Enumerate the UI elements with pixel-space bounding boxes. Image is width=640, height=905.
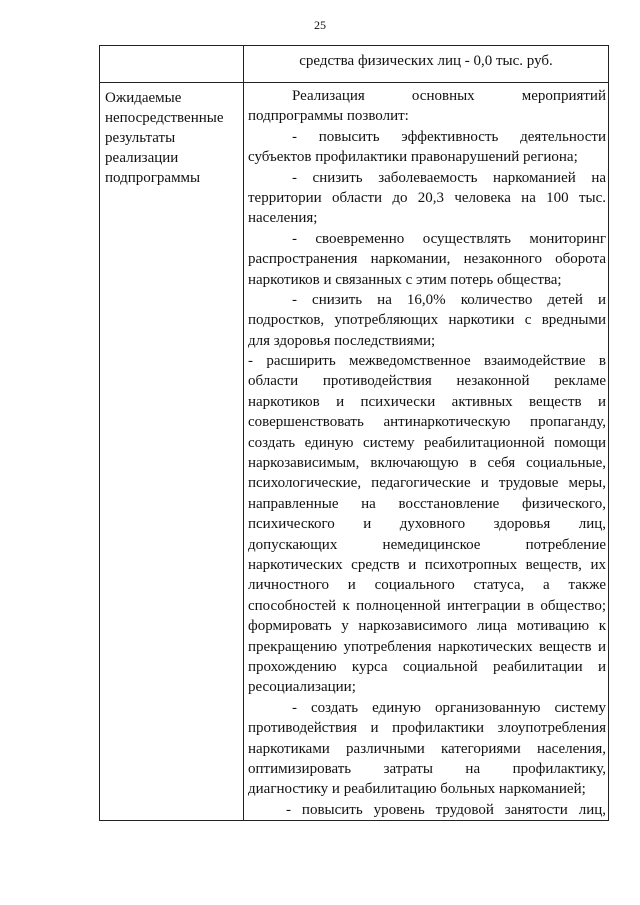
text-line: распространения наркомании, незаконного оборота <box>248 251 606 268</box>
text-line: ресоциализации; <box>248 679 356 696</box>
expected-results-label-cell <box>100 83 244 821</box>
label-line: Ожидаемые <box>105 90 182 106</box>
text-line: психического и духовного здоровья лиц, <box>248 516 606 533</box>
page-number: 25 <box>314 18 326 32</box>
text-line: - снизить на 16,0% количество детей и <box>292 291 606 308</box>
text-line: наркотиков и психически активных веществ и <box>248 393 606 410</box>
label-line: подпрограммы <box>105 170 201 186</box>
text-line: территории области до 20,3 человека на 100 тыс. <box>248 189 606 206</box>
row1-right-cell: средства физических лиц - 0,0 тыс. руб. <box>244 46 609 83</box>
text-line: способностей к полноценной интеграции в общество; <box>248 597 606 614</box>
text-line: населения; <box>248 210 318 227</box>
text-line: противодействия и профилактики злоупотребления <box>248 720 606 737</box>
text-line: наркотиков и связанных с этим потерь общества; <box>248 271 562 288</box>
text-line: - снизить заболеваемость наркоманией на <box>292 169 606 186</box>
text-line: подростков, употребляющих наркотики с вредными <box>248 312 606 329</box>
text-line: наркозависимым, включающую в себя социальные, <box>248 455 606 472</box>
expected-results-text-cell <box>244 83 609 821</box>
label-line: непосредственные <box>105 110 224 126</box>
text-line: совершенствовать антинаркотическую пропаганду, <box>248 414 606 431</box>
text-line: направленные на восстановление физического, <box>248 495 606 512</box>
label-line: реализации <box>105 150 179 166</box>
text-line: - расширить межведомственное взаимодействие в <box>248 353 606 370</box>
text-line: - повысить эффективность деятельности <box>292 128 606 145</box>
text-line: - повысить уровень трудовой занятости лиц, <box>286 801 606 818</box>
table-row-funding <box>100 46 609 83</box>
text-line: наркотических средств и психотропных веществ, их <box>248 556 606 573</box>
text-line: наркотиками различными категориями населения, <box>248 740 606 757</box>
text-line: создать единую систему реабилитационной помощи <box>248 434 606 451</box>
text-line: личностного и социального статуса, а также <box>248 577 606 594</box>
text-line: - создать единую организованную систему <box>292 699 606 716</box>
text-line: прохождению курса социальной реабилитации и <box>248 658 606 675</box>
text-line: подпрограммы позволит: <box>248 108 409 125</box>
text-line: Реализация основных мероприятий <box>292 88 606 104</box>
text-line: допускающих немедицинское потребление <box>248 536 606 553</box>
text-line: прекращению употребления наркотических веществ и <box>248 638 606 655</box>
text-line: оптимизировать затраты на профилактику, <box>248 760 606 777</box>
text-line: субъектов профилактики правонарушений региона; <box>248 149 578 166</box>
text-line: психологические, педагогические и трудовые меры, <box>248 475 606 492</box>
label-line: результаты <box>105 130 176 146</box>
row1-left-cell <box>100 46 244 83</box>
table-row-expected-results <box>100 83 609 821</box>
text-line: диагностику и реабилитацию больных наркоманией; <box>248 781 586 798</box>
text-line: формировать у наркозависимого лица мотивацию к <box>248 618 606 635</box>
text-line: для здоровья последствиями; <box>248 332 436 349</box>
text-line: области противодействия незаконной рекламе <box>248 373 606 390</box>
text-line: - своевременно осуществлять мониторинг <box>292 230 606 247</box>
program-table <box>99 45 609 821</box>
